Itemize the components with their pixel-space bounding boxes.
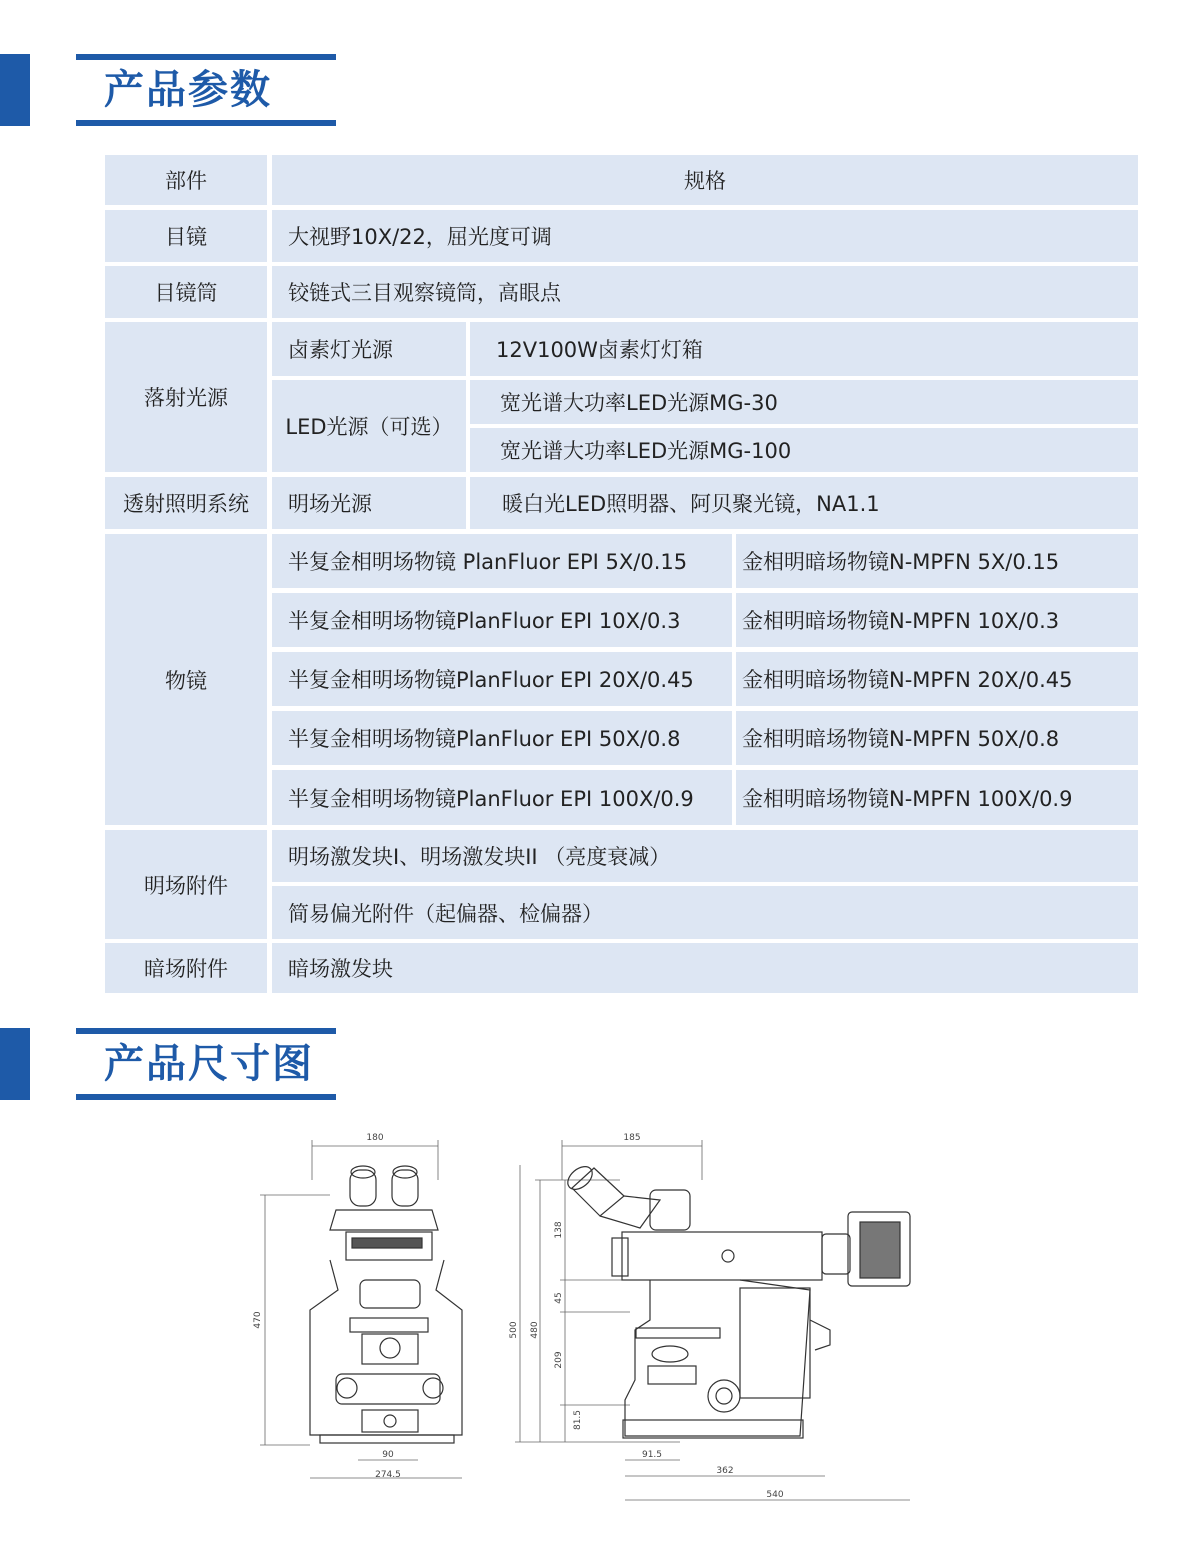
dim-side-height-total: 500 xyxy=(509,1321,519,1339)
objective-df-3: 金相明暗场物镜N-MPFN 20X/0.45 xyxy=(736,652,1138,706)
epi-led-spec-1: 宽光谱大功率LED光源MG-30 xyxy=(470,380,1138,424)
df-acc-spec: 暗场激发块 xyxy=(272,943,1138,993)
dim-front-base-width: 274.5 xyxy=(375,1470,401,1480)
objective-df-1: 金相明暗场物镜N-MPFN 5X/0.15 xyxy=(736,534,1138,588)
epi-halogen-label: 卤素灯光源 xyxy=(272,322,466,376)
dim-side-height-body: 480 xyxy=(530,1321,540,1339)
dim-side-seg4: 81.5 xyxy=(573,1409,583,1431)
section-title-text: 产品参数 xyxy=(104,67,272,113)
dim-side-seg3: 209 xyxy=(554,1351,564,1369)
section-accent-bar xyxy=(0,54,30,126)
side-view xyxy=(515,1140,910,1500)
epi-led-label: LED光源（可选） xyxy=(272,380,466,472)
objective-bf-3: 半复金相明场物镜PlanFluor EPI 20X/0.45 xyxy=(272,652,732,706)
df-acc-label: 暗场附件 xyxy=(105,943,267,993)
objective-df-5: 金相明暗场物镜N-MPFN 100X/0.9 xyxy=(736,770,1138,825)
header-component: 部件 xyxy=(105,155,267,205)
objective-bf-4: 半复金相明场物镜PlanFluor EPI 50X/0.8 xyxy=(272,711,732,765)
dim-front-base-inner: 90 xyxy=(382,1450,394,1460)
objective-bf-2: 半复金相明场物镜PlanFluor EPI 10X/0.3 xyxy=(272,593,732,647)
tube-label: 目镜筒 xyxy=(105,266,267,318)
trans-label: 透射照明系统 xyxy=(105,477,267,529)
dim-side-seg2: 45 xyxy=(554,1292,564,1304)
section-title-dimensions xyxy=(76,1028,336,1100)
section-accent-bar-2 xyxy=(0,1028,30,1100)
objective-df-4: 金相明暗场物镜N-MPFN 50X/0.8 xyxy=(736,711,1138,765)
trans-sub: 明场光源 xyxy=(272,477,466,529)
epi-label: 落射光源 xyxy=(105,322,267,472)
objective-label: 物镜 xyxy=(105,534,267,825)
front-view xyxy=(260,1140,462,1478)
dim-front-height: 470 xyxy=(253,1311,263,1329)
dim-side-base-front: 91.5 xyxy=(641,1450,663,1460)
dim-front-top-width: 180 xyxy=(366,1133,384,1143)
side-dimension-labels xyxy=(509,1133,784,1500)
objective-bf-5: 半复金相明场物镜PlanFluor EPI 100X/0.9 xyxy=(272,770,732,825)
bf-acc-label: 明场附件 xyxy=(105,830,267,939)
objective-bf-1: 半复金相明场物镜 PlanFluor EPI 5X/0.15 xyxy=(272,534,732,588)
trans-spec: 暖白光LED照明器、阿贝聚光镜，NA1.1 xyxy=(470,477,1138,529)
section-title-text-2: 产品尺寸图 xyxy=(104,1041,314,1087)
front-dimension-labels xyxy=(253,1133,401,1480)
section-title-params xyxy=(76,54,336,126)
dimension-drawing xyxy=(240,1120,940,1510)
header-spec: 规格 xyxy=(272,155,1138,205)
bf-acc-spec-1: 明场激发块I、明场激发块II （亮度衰减） xyxy=(272,830,1138,882)
eyepiece-spec: 大视野10X/22，屈光度可调 xyxy=(272,210,1138,262)
eyepiece-label: 目镜 xyxy=(105,210,267,262)
objective-df-2: 金相明暗场物镜N-MPFN 10X/0.3 xyxy=(736,593,1138,647)
dim-side-depth: 362 xyxy=(716,1466,734,1476)
epi-led-spec-2: 宽光谱大功率LED光源MG-100 xyxy=(470,428,1138,472)
dim-side-top-width: 185 xyxy=(623,1133,641,1143)
tube-spec: 铰链式三目观察镜筒，高眼点 xyxy=(272,266,1138,318)
epi-halogen-spec: 12V100W卤素灯灯箱 xyxy=(470,322,1138,376)
dim-side-seg1: 138 xyxy=(554,1221,564,1239)
bf-acc-spec-2: 简易偏光附件（起偏器、检偏器） xyxy=(272,886,1138,939)
dim-side-depth-total: 540 xyxy=(766,1490,784,1500)
